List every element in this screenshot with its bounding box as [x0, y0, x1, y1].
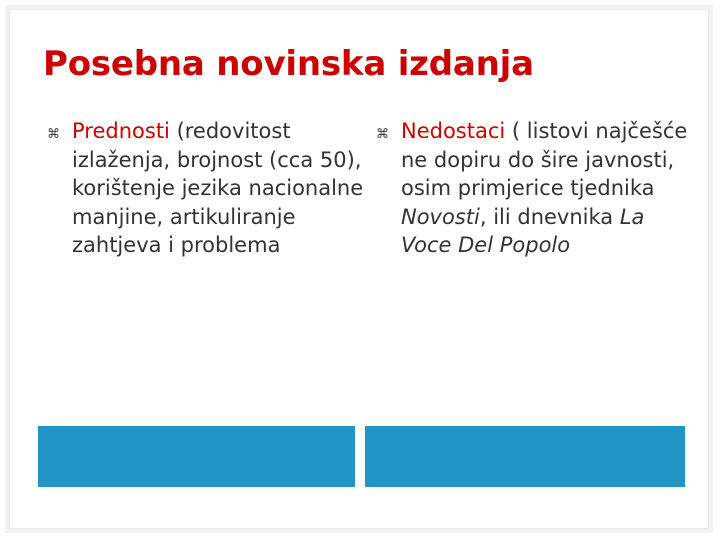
footer-band-right — [365, 426, 685, 487]
nedostaci-text-1: ( listovi najčešće ne dopiru do šire javnosti, osim primjerice tjednika — [401, 119, 688, 200]
prednosti-label: Prednosti — [72, 119, 170, 143]
right-bullet — [376, 117, 701, 260]
la-voce-title: La Voce Del Popolo — [401, 204, 645, 257]
bullet-icon: ⌘ — [47, 127, 60, 142]
bullet-icon: ⌘ — [376, 127, 389, 142]
nedostaci-label: Nedostaci — [401, 119, 506, 143]
footer-band-left — [38, 426, 355, 487]
nedostaci-text-2: , ili dnevnika — [479, 204, 620, 229]
slide-title: Posebna novinska izdanja — [43, 44, 534, 84]
novosti-title: Novosti — [401, 204, 480, 229]
left-bullet — [47, 117, 372, 260]
prednosti-text: (redovitost izlaženja, brojnost (cca 50), korištenje jezika nacionalne manjine, artikuliranje zahtjeva i problema — [72, 119, 364, 257]
